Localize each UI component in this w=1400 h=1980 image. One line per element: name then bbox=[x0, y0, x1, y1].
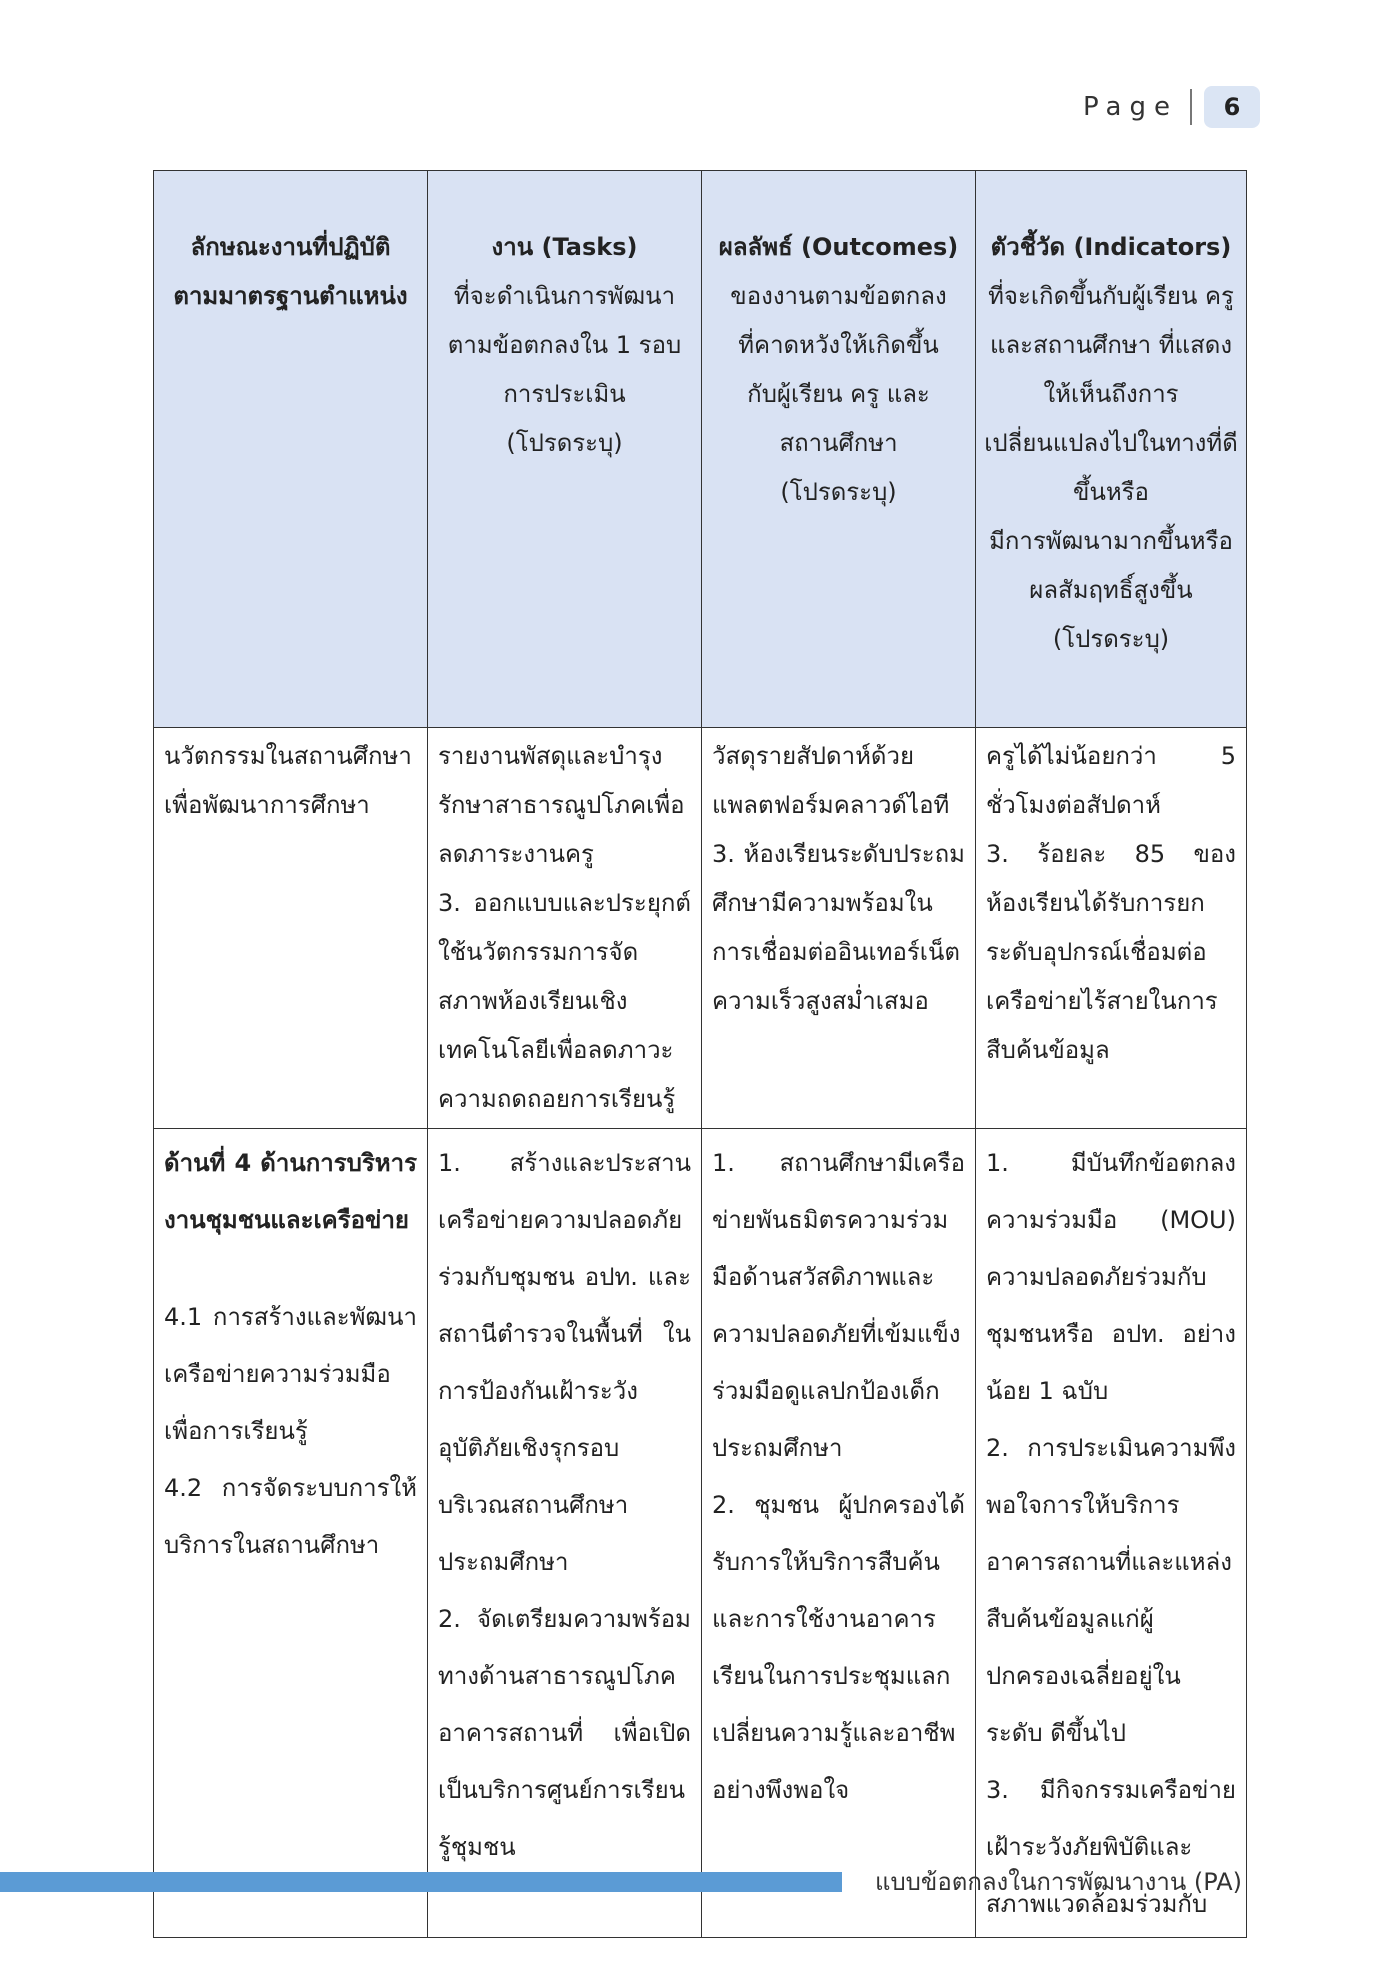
header-title-line: งาน (Tasks) bbox=[491, 233, 638, 261]
cell-text: 3. ห้องเรียนระดับประถมศึกษามีความพร้อมในการเชื่อมต่ออินเทอร์เน็ตความเร็วสูงสม่ำเสมอ bbox=[712, 840, 965, 1015]
cell-text: รายงานพัสดุและบำรุงรักษาสาธารณูปโภคเพื่อลดภาระงานครู bbox=[438, 742, 685, 868]
page-header bbox=[1083, 86, 1260, 128]
cell-text: วัสดุรายสัปดาห์ด้วยแพลตฟอร์มคลาวด์ไอที bbox=[712, 742, 950, 819]
cell-text: 1. สร้างและประสานเครือข่ายความปลอดภัยร่วมกับชุมชน อปท. และสถานีตำรวจในพื้นที่ ในการป้องกันเฝ้าระวังอุบัติภัยเชิงรุกรอบบริเวณสถานศึกษาประถมศึกษา bbox=[438, 1149, 691, 1576]
footer-accent-bar bbox=[0, 1872, 842, 1892]
header-title-line: ตัวชี้วัด (Indicators) bbox=[990, 233, 1232, 261]
header-line: ที่จะดำเนินการพัฒนา bbox=[453, 282, 676, 310]
header-line: ของงานตามข้อตกลง bbox=[730, 282, 947, 310]
table-cell bbox=[428, 728, 702, 1129]
page-label: Page bbox=[1083, 92, 1178, 122]
header-title-line: ลักษณะงานที่ปฏิบัติ bbox=[190, 233, 391, 261]
header-line: มีการพัฒนามากขึ้นหรือ bbox=[989, 527, 1233, 555]
table-row bbox=[154, 1129, 1247, 1938]
table-cell bbox=[976, 1129, 1247, 1938]
header-line: ให้เห็นถึงการ bbox=[1043, 380, 1179, 408]
pa-agreement-table bbox=[153, 170, 1247, 1938]
page-separator bbox=[1190, 89, 1192, 125]
cell-text: นวัตกรรมในสถานศึกษาเพื่อพัฒนาการศึกษา bbox=[164, 742, 412, 819]
header-line: (โปรดระบุ) bbox=[780, 478, 897, 506]
table-cell bbox=[976, 728, 1247, 1129]
header-line: ตามข้อตกลงใน 1 รอบ bbox=[447, 331, 682, 359]
header-line: สถานศึกษา bbox=[779, 429, 898, 457]
header-title-line: ตามมาตรฐานตำแหน่ง bbox=[173, 282, 408, 310]
footer-title: แบบข้อตกลงในการพัฒนางาน (PA) bbox=[874, 1868, 1242, 1896]
table-row bbox=[154, 728, 1247, 1129]
header-line: และสถานศึกษา ที่แสดง bbox=[989, 331, 1233, 359]
cell-text: 2. การประเมินความพึงพอใจการให้บริการอาคารสถานที่และแหล่งสืบค้นข้อมูลแก่ผู้ปกครองเฉลี่ยอยู่ในระดับ ดีขึ้นไป bbox=[986, 1434, 1236, 1747]
cell-text: 3. ออกแบบและประยุกต์ใช้นวัตกรรมการจัดสภาพห้องเรียนเชิงเทคโนโลยีเพื่อลดภาวะความถดถอยการเรียนรู้ bbox=[438, 889, 691, 1113]
spacer bbox=[164, 1249, 417, 1289]
page-number: 6 bbox=[1204, 86, 1260, 128]
table-cell bbox=[154, 728, 428, 1129]
header-cell bbox=[428, 171, 702, 728]
cell-text: ครูได้ไม่น้อยกว่า 5 ชั่วโมงต่อสัปดาห์ bbox=[986, 742, 1236, 819]
header-line: (โปรดระบุ) bbox=[506, 429, 623, 457]
table-cell bbox=[702, 728, 976, 1129]
header-cell bbox=[976, 171, 1247, 728]
table-cell bbox=[702, 1129, 976, 1938]
cell-text: 3. ร้อยละ 85 ของห้องเรียนได้รับการยกระดับอุปกรณ์เชื่อมต่อเครือข่ายไร้สายในการสืบค้นข้อมูล bbox=[986, 840, 1236, 1064]
header-cell bbox=[154, 171, 428, 728]
header-line: การประเมิน bbox=[503, 380, 626, 408]
cell-text: 2. ชุมชน ผู้ปกครองได้รับการให้บริการสืบค้นและการใช้งานอาคารเรียนในการประชุมแลกเปลี่ยนความรู้และอาชีพอย่างพึงพอใจ bbox=[712, 1491, 965, 1804]
section-title: ด้านที่ 4 ด้านการบริหารงานชุมชนและเครือข่าย bbox=[164, 1149, 417, 1234]
table-cell bbox=[154, 1129, 428, 1938]
cell-text: 2. จัดเตรียมความพร้อมทางด้านสาธารณูปโภคอาคารสถานที่ เพื่อเปิดเป็นบริการศูนย์การเรียนรู้ชุมชน bbox=[438, 1605, 691, 1861]
cell-text: 4.2 การจัดระบบการให้บริการในสถานศึกษา bbox=[164, 1474, 417, 1559]
cell-text: 1. สถานศึกษามีเครือข่ายพันธมิตรความร่วมมือด้านสวัสดิภาพและความปลอดภัยที่เข้มแข็งร่วมมือดูแลปกป้องเด็กประถมศึกษา bbox=[712, 1149, 965, 1462]
header-line: เปลี่ยนแปลงไปในทางที่ดี bbox=[984, 429, 1238, 457]
header-line: กับผู้เรียน ครู และ bbox=[747, 380, 930, 408]
header-line: ที่คาดหวังให้เกิดขึ้น bbox=[738, 331, 939, 359]
header-title-line: ผลลัพธ์ (Outcomes) bbox=[718, 233, 959, 261]
header-line: (โปรดระบุ) bbox=[1052, 625, 1170, 653]
table-header-row bbox=[154, 171, 1247, 728]
header-line: ขึ้นหรือ bbox=[1073, 478, 1149, 506]
cell-text: 1. มีบันทึกข้อตกลงความร่วมมือ (MOU) ความปลอดภัยร่วมกับชุมชนหรือ อปท. อย่างน้อย 1 ฉบับ bbox=[986, 1149, 1236, 1405]
table-cell bbox=[428, 1129, 702, 1938]
cell-text: 3. มีกิจกรรมเครือข่ายเฝ้าระวังภัยพิบัติและสภาพแวดล้อมร่วมกับ bbox=[986, 1776, 1236, 1918]
cell-text: 4.1 การสร้างและพัฒนาเครือข่ายความร่วมมือเพื่อการเรียนรู้ bbox=[164, 1303, 417, 1445]
header-cell bbox=[702, 171, 976, 728]
header-line: ผลสัมฤทธิ์สูงขึ้น bbox=[1029, 576, 1193, 604]
header-line: ที่จะเกิดขึ้นกับผู้เรียน ครู bbox=[988, 282, 1234, 310]
